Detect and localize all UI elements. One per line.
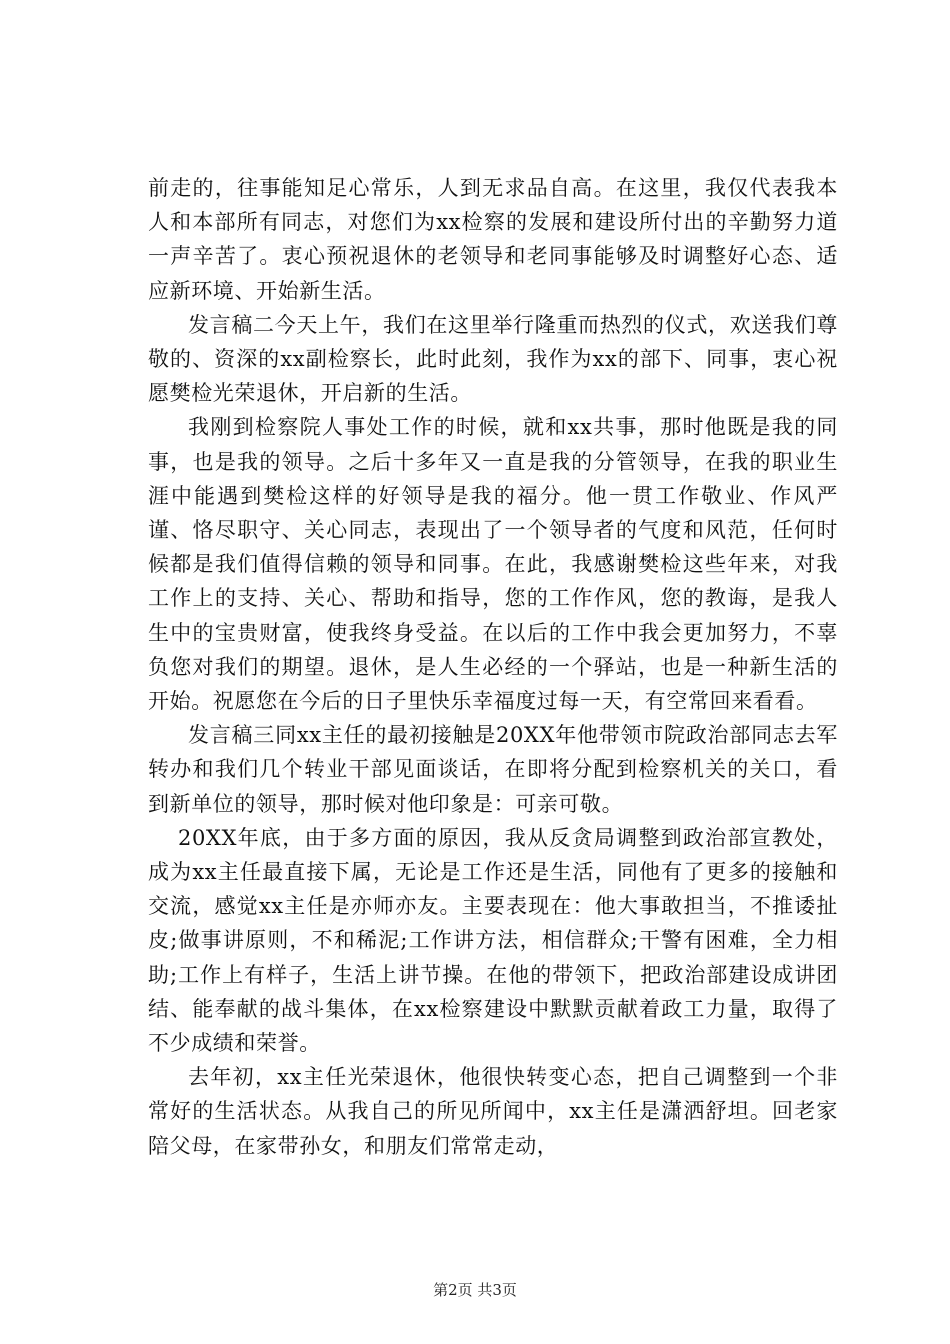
- paragraph-5: 20XX年底，由于多方面的原因，我从反贪局调整到政治部宣教处，成为xx主任最直接下属，无论是工作还是生活，同他有了更多的接触和交流，感觉xx主任是亦师亦友。主要表现在：他大事敢担当，不推诿扯皮;做事讲原则，不和稀泥;工作讲方法，相信群众;干警有困难，全力相助;工作上有样子，生活上讲节操。在他的带领下，把政治部建设成讲团结、能奉献的战斗集体，在xx检察建设中默默贡献着政工力量，取得了不少成绩和荣誉。: [148, 825, 838, 1056]
- paragraph-1: 前走的，往事能知足心常乐，人到无求品自高。在这里，我仅代表我本人和本部所有同志，对您们为xx检察的发展和建设所付出的辛勤努力道一声辛苦了。衷心预祝退休的老领导和老同事能够及时调整好心态、适应新环境、开始新生活。: [148, 176, 838, 303]
- body-text: [148, 171, 838, 1163]
- paragraph-4: 发言稿三同xx主任的最初接触是20XX年他带领市院政治部同志去军转办和我们几个转业干部见面谈话，在即将分配到检察机关的关口，看到新单位的领导，那时候对他印象是：可亲可敬。: [148, 723, 838, 816]
- paragraph-3: 我刚到检察院人事处工作的时候，就和xx共事，那时他既是我的同事，也是我的领导。之后十多年又一直是我的分管领导，在我的职业生涯中能遇到樊检这样的好领导是我的福分。他一贯工作敬业、作风严谨、恪尽职守、关心同志，表现出了一个领导者的气度和风范，任何时候都是我们值得信赖的领导和同事。在此，我感谢樊检这些年来，对我工作上的支持、关心、帮助和指导，您的工作作风，您的教诲，是我人生中的宝贵财富，使我终身受益。在以后的工作中我会更加努力，不辜负您对我们的期望。退休，是人生必经的一个驿站，也是一种新生活的开始。祝愿您在今后的日子里快乐幸福度过每一天，有空常回来看看。: [148, 415, 838, 714]
- page-number-footer: 第2页 共3页: [433, 1281, 517, 1299]
- paragraph-6: 去年初，xx主任光荣退休，他很快转变心态，把自己调整到一个非常好的生活状态。从我自己的所见所闻中，xx主任是潇洒舒坦。回老家陪父母，在家带孙女，和朋友们常常走动，: [148, 1065, 838, 1158]
- paragraph-2: 发言稿二今天上午，我们在这里举行隆重而热烈的仪式，欢送我们尊敬的、资深的xx副检察长，此时此刻，我作为xx的部下、同事，衷心祝愿樊检光荣退休，开启新的生活。: [148, 312, 838, 406]
